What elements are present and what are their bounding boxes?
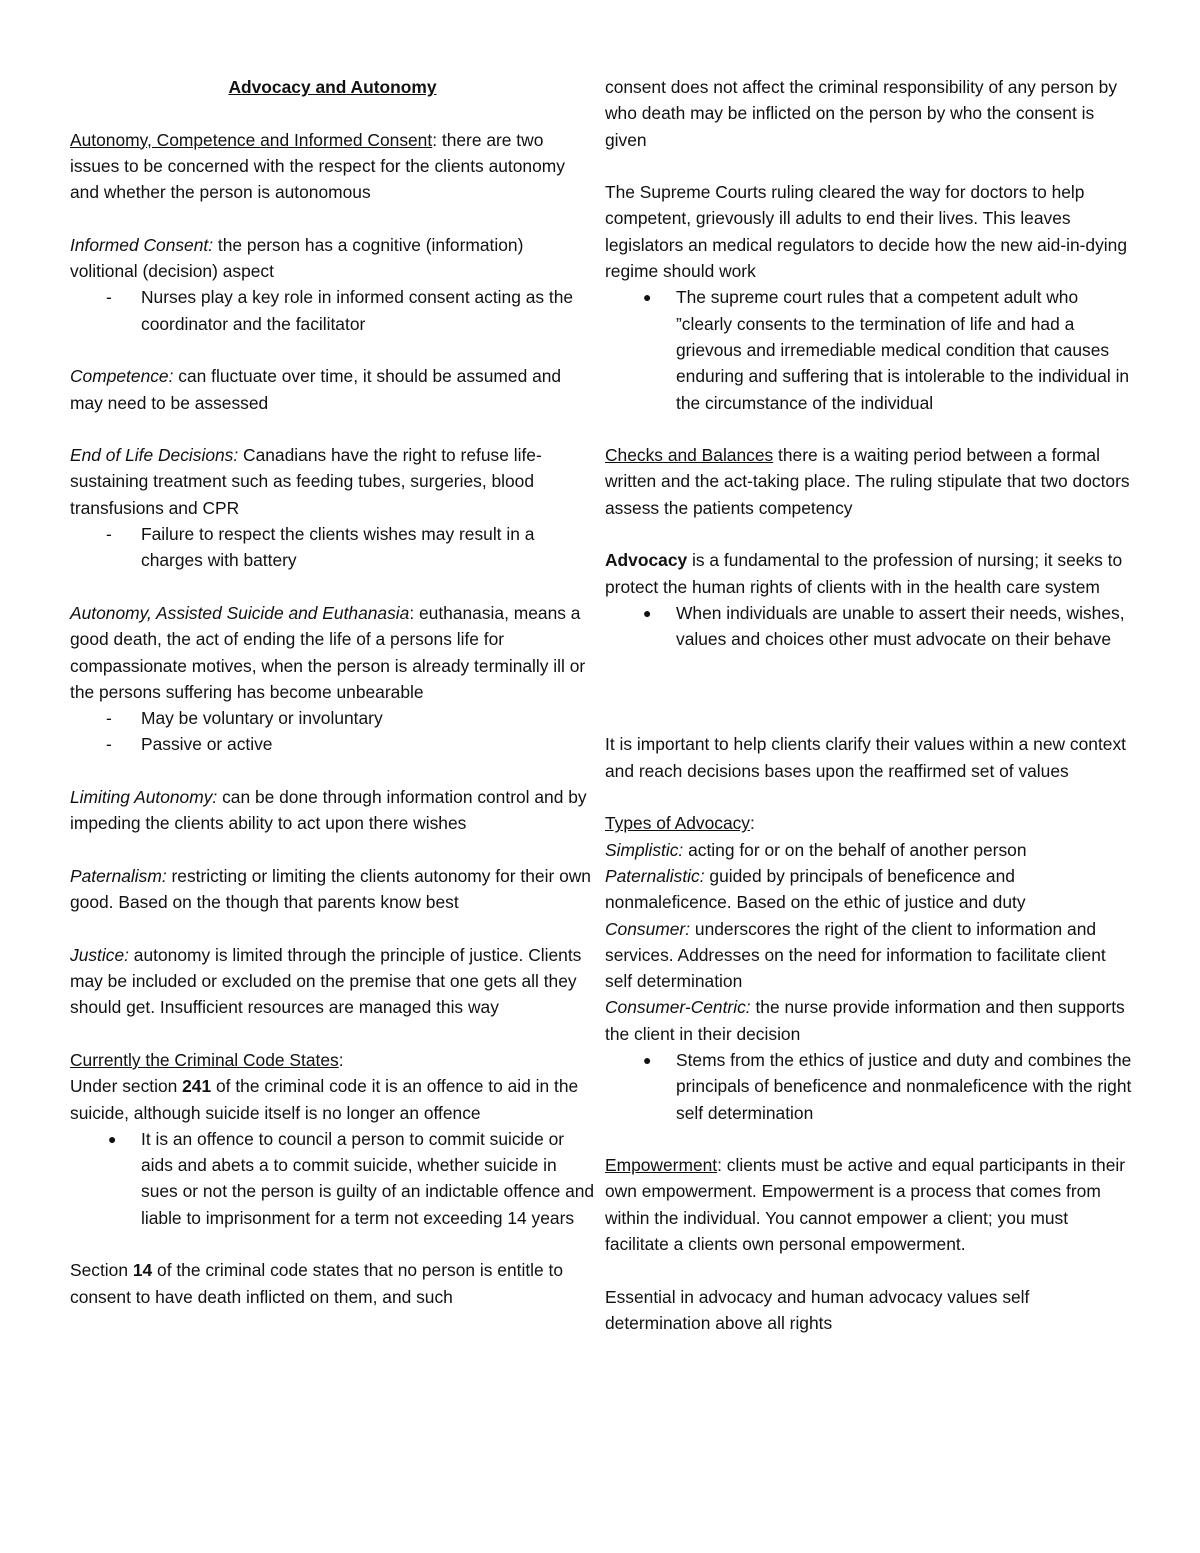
criminal-code-heading: Currently the Criminal Code States <box>70 1049 339 1070</box>
dash-marker: - <box>106 734 112 755</box>
dash-marker: - <box>106 708 112 729</box>
dash-marker: - <box>106 524 112 545</box>
consumer-paragraph: Consumer: underscores the right of the client to information and services. Addresses on the need for information to facilitate client self determination <box>605 918 1106 992</box>
advocacy-paragraph: Advocacy is a fundamental to the profession of nursing; it seeks to protect the human rights of clients with in the health care system <box>605 550 1123 597</box>
list-item: ● Stems from the ethics of justice and duty and combines the principals of beneficence and nonmaleficence with the right self determination <box>605 1047 1133 1126</box>
right-column <box>605 74 1133 1336</box>
paternalism-paragraph: Paternalism: restricting or limiting the clients autonomy for their own good. Based on the though that parents know best <box>70 865 591 913</box>
advocacy-term: Advocacy <box>605 550 688 571</box>
section-number: 241 <box>182 1076 212 1097</box>
informed-consent-term: Informed Consent: <box>70 234 214 255</box>
bullet-marker: ● <box>108 1130 117 1147</box>
list-item: - Failure to respect the clients wishes may result in a charges with battery <box>70 521 595 574</box>
autonomy-heading: Autonomy, Competence and Informed Consent <box>70 129 433 150</box>
end-of-life-paragraph: End of Life Decisions: Canadians have the right to refuse life-sustaining treatment such as feeding tubes, surgeries, blood transfusions and CPR <box>70 445 542 518</box>
limiting-autonomy-term: Limiting Autonomy: <box>70 787 218 808</box>
justice-paragraph: Justice: autonomy is limited through the principle of justice. Clients may be included or excluded on the premise that one gets all they should get. Insufficient resources are managed this way <box>70 944 582 1018</box>
criminal-code-heading-line: Currently the Criminal Code States: <box>70 1049 344 1070</box>
section-number: 14 <box>132 1260 153 1281</box>
informed-consent-paragraph: Informed Consent: the person has a cognitive (information) volitional (decision) aspect <box>70 234 524 282</box>
supreme-court-list <box>605 284 1133 415</box>
dash-marker: - <box>106 287 112 308</box>
supreme-court-paragraph: The Supreme Courts ruling cleared the way for doctors to help competent, grievously ill adults to end their lives. This leaves legislators an medical regulators to decide how the new aid-in-dying regime should work <box>605 182 1128 282</box>
consent-continuation-paragraph: consent does not affect the criminal responsibility of any person by who death may be inflicted on the person by who the consent is given <box>605 77 1118 150</box>
euthanasia-term: Autonomy, Assisted Suicide and Euthanasia <box>70 602 410 623</box>
paternalism-term: Paternalism: <box>70 865 167 886</box>
list-item: - Passive or active <box>70 731 595 757</box>
justice-term: Justice: <box>70 944 129 965</box>
criminal-code-list <box>70 1126 595 1231</box>
autonomy-paragraph: Autonomy, Competence and Informed Consent: there are two issues to be concerned with the respect for the clients autonomy and whether the person is autonomous <box>70 129 565 203</box>
list-item: ● The supreme court rules that a competent adult who ”clearly consents to the termination of life and had a grievous and irremediable medical condition that causes enduring and suffering that is intolerable to the individual in the circumstance of the individual <box>605 284 1133 415</box>
end-of-life-term: End of Life Decisions: <box>70 445 239 466</box>
limiting-autonomy-paragraph: Limiting Autonomy: can be done through information control and by impeding the clients ability to act upon there wishes <box>70 787 587 834</box>
bullet-marker: ● <box>643 1051 652 1068</box>
criminal-code-paragraph: Under section 241 of the criminal code it is an offence to aid in the suicide, although suicide itself is no longer an offence <box>70 1076 579 1123</box>
types-of-advocacy-heading: Types of Advocacy <box>605 813 751 834</box>
list-item: - Nurses play a key role in informed consent acting as the coordinator and the facilitator <box>70 284 595 337</box>
consumer-term: Consumer: <box>605 918 691 939</box>
empowerment-heading: Empowerment <box>605 1155 718 1176</box>
clarify-values-paragraph: It is important to help clients clarify their values within a new context and reach decisions bases upon the reaffirmed set of values <box>605 734 1126 781</box>
essential-paragraph: Essential in advocacy and human advocacy values self determination above all rights <box>605 1286 1030 1333</box>
consumer-centric-term: Consumer-Centric: <box>605 997 751 1018</box>
competence-term: Competence: <box>70 366 174 387</box>
paternalistic-term: Paternalistic: <box>605 865 705 886</box>
empowerment-paragraph: Empowerment: clients must be active and equal participants in their own empowerment. Empowerment is a process that comes from within the individual. You cannot empower a client; you must facilitate a clients own personal empowerment. <box>605 1155 1126 1255</box>
euthanasia-paragraph: Autonomy, Assisted Suicide and Euthanasia: euthanasia, means a good death, the act of ending the life of a persons life for compassionate motives, when the person is already terminally ill or the persons suffering has become unbearable <box>70 602 586 702</box>
bullet-marker: ● <box>643 604 652 621</box>
advocacy-list <box>605 600 1133 653</box>
consumer-centric-paragraph: Consumer-Centric: the nurse provide information and then supports the client in their decision <box>605 997 1125 1044</box>
types-heading-line: Types of Advocacy: <box>605 813 755 834</box>
informed-consent-list <box>70 284 595 337</box>
bullet-marker: ● <box>643 289 652 306</box>
page-title: Advocacy and Autonomy <box>228 77 437 97</box>
consumer-centric-list <box>605 1047 1133 1126</box>
list-item: - May be voluntary or involuntary <box>70 705 595 731</box>
left-column <box>70 74 595 1310</box>
checks-balances-paragraph: Checks and Balances there is a waiting period between a formal written and the act-taking place. The ruling stipulate that two doctors assess the patients competency <box>605 445 1130 518</box>
section-14-paragraph: Section 14 of the criminal code states that no person is entitle to consent to have death inflicted on them, and such <box>70 1260 564 1307</box>
checks-balances-heading: Checks and Balances <box>605 445 774 466</box>
end-of-life-list <box>70 521 595 574</box>
euthanasia-list <box>70 705 595 758</box>
simplistic-paragraph: Simplistic: acting for or on the behalf of another person <box>605 839 1027 860</box>
list-item: ● It is an offence to council a person to commit suicide or aids and abets a to commit suicide, whether suicide in sues or not the person is guilty of an indictable offence and liable to imprisonment for a term not exceeding 14 years <box>70 1126 595 1231</box>
simplistic-term: Simplistic: <box>605 839 684 860</box>
list-item: ● When individuals are unable to assert their needs, wishes, values and choices other must advocate on their behave <box>605 600 1133 653</box>
competence-paragraph: Competence: can fluctuate over time, it should be assumed and may need to be assessed <box>70 366 562 413</box>
paternalistic-paragraph: Paternalistic: guided by principals of beneficence and nonmaleficence. Based on the ethic of justice and duty <box>605 865 1026 913</box>
